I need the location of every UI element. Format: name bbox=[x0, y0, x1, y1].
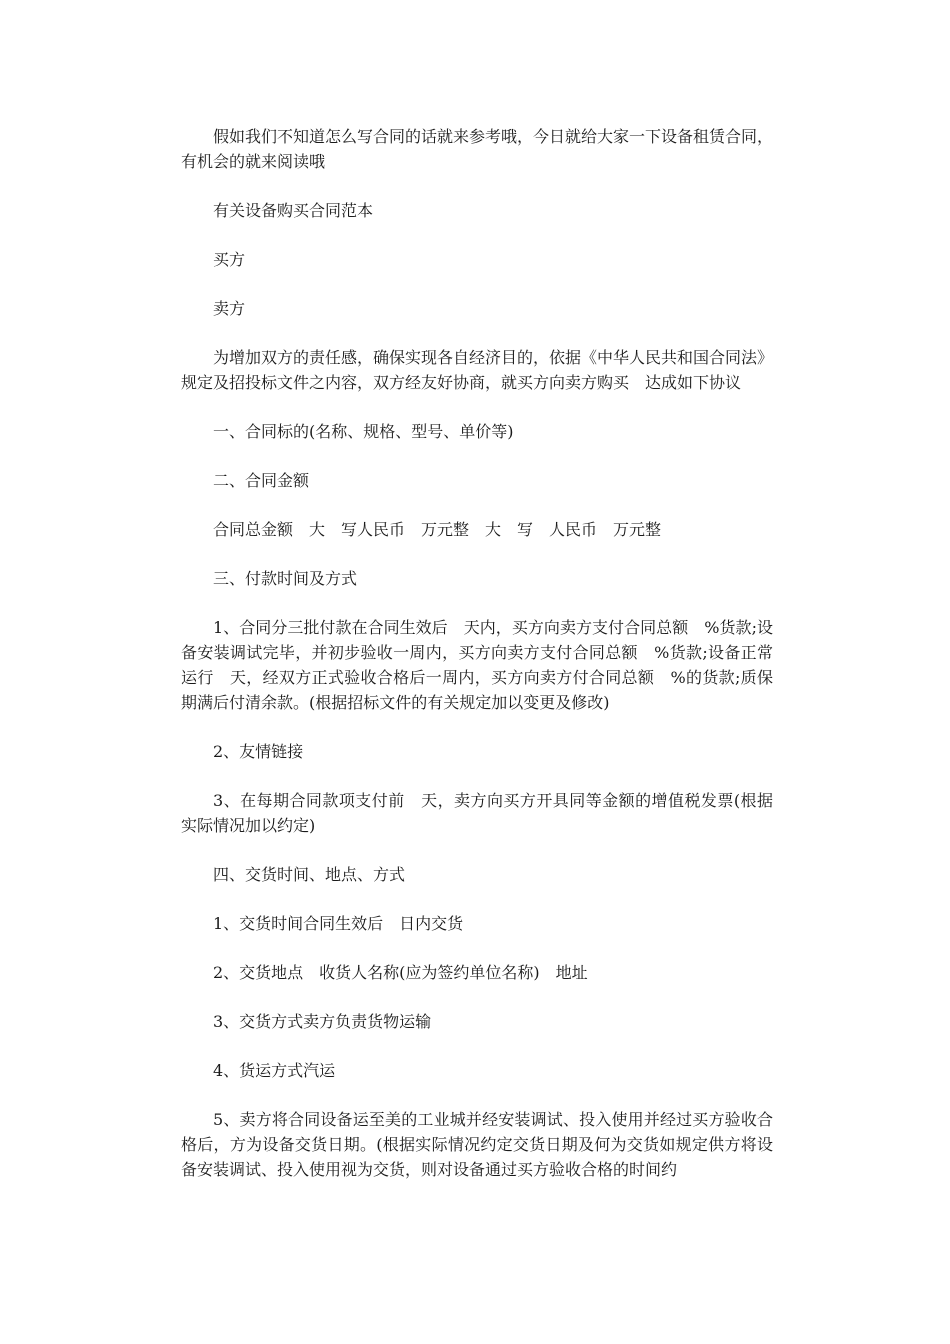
section-heading-payment: 三、付款时间及方式 bbox=[213, 569, 358, 588]
buyer-label: 买方 bbox=[213, 250, 246, 269]
delivery-clause-5: 5、卖方将合同设备运至美的工业城并经安装调试、投入使用并经过买方验收合格后，方为设备交货日期。(根据实际情况约定交货日期及何为交货如规定供方将设备安装调试、投入使用视为交货，则对设备通过买方验收合格的时间约 bbox=[181, 1110, 773, 1179]
delivery-clause-3: 3、交货方式卖方负责货物运输 bbox=[213, 1012, 432, 1031]
intro-paragraph: 假如我们不知道怎么写合同的话就来参考哦，今日就给大家一下设备租赁合同，有机会的就来阅读哦 bbox=[181, 127, 774, 171]
delivery-clause-4: 4、货运方式汽运 bbox=[213, 1061, 336, 1080]
total-amount-line: 合同总金额 大 写人民币 万元整 大 写 人民币 万元整 bbox=[213, 520, 662, 539]
document-body bbox=[181, 124, 773, 1206]
payment-clause-2: 2、友情链接 bbox=[213, 742, 304, 761]
section-heading-subject: 一、合同标的(名称、规格、型号、单价等) bbox=[213, 422, 514, 441]
seller-label: 卖方 bbox=[213, 299, 246, 318]
contract-title: 有关设备购买合同范本 bbox=[213, 201, 374, 220]
section-heading-amount: 二、合同金额 bbox=[213, 471, 310, 490]
delivery-clause-2: 2、交货地点 收货人名称(应为签约单位名称) 地址 bbox=[213, 963, 588, 982]
preamble-paragraph: 为增加双方的责任感，确保实现各自经济目的，依据《中华人民共和国合同法》规定及招投标文件之内容，双方经友好协商，就买方向卖方购买 达成如下协议 bbox=[181, 348, 774, 392]
payment-clause-1: 1、合同分三批付款在合同生效后 天内，买方向卖方支付合同总额 %货款;设备安装调试完毕，并初步验收一周内，买方向卖方支付合同总额 %货款;设备正常运行 天，经双方正式验收合格后一周内，买方向卖方付合同总额 %的货款;质保期满后付清余款。(根据招标文件的有关规定加以变更及修改) bbox=[181, 618, 773, 712]
delivery-clause-1: 1、交货时间合同生效后 日内交货 bbox=[213, 914, 464, 933]
payment-clause-3: 3、在每期合同款项支付前 天，卖方向买方开具同等金额的增值税发票(根据实际情况加以约定) bbox=[181, 791, 773, 835]
section-heading-delivery: 四、交货时间、地点、方式 bbox=[213, 865, 406, 884]
